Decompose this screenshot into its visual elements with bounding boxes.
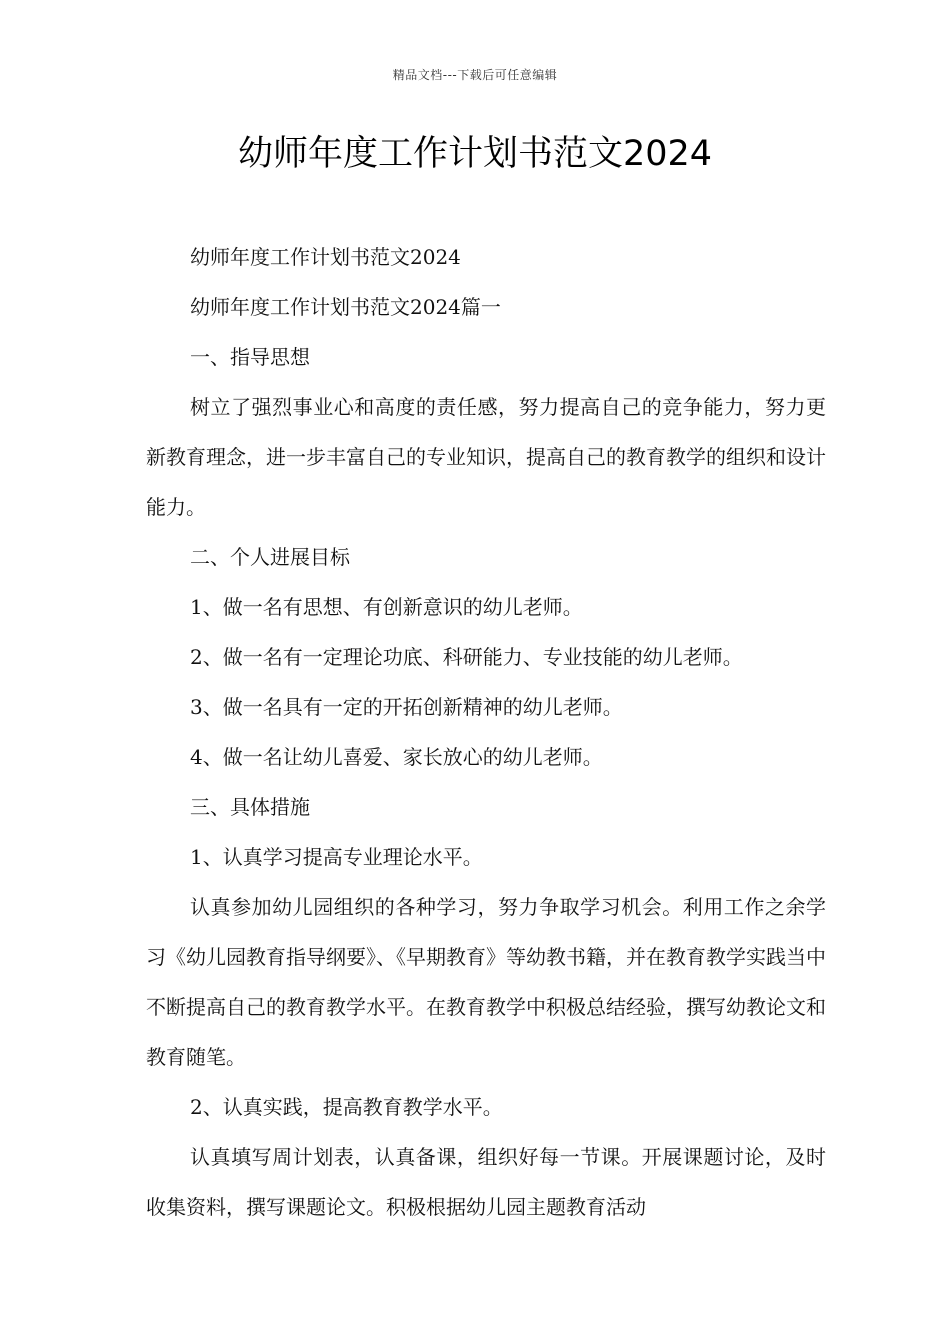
goal-item-2: 2、做一名有一定理论功底、科研能力、专业技能的幼儿老师。 [190,645,743,669]
goal-item-3: 3、做一名具有一定的开拓创新精神的幼儿老师。 [190,695,623,719]
paragraph-measure-1: 认真参加幼儿园组织的各种学习，努力争取学习机会。利用工作之余学习《幼儿园教育指导纲要》、《早期教育》等幼教书籍，并在教育教学实践当中不断提高自己的教育教学水平。在教育教学中积极总结经验，撰写幼教论文和教育随笔。 [146,895,826,1069]
paragraph-guiding-thought: 树立了强烈事业心和高度的责任感，努力提高自己的竞争能力，努力更新教育理念，进一步丰富自己的专业知识，提高自己的教育教学的组织和设计能力。 [146,395,826,519]
paragraph-measure-2: 认真填写周计划表，认真备课，组织好每一节课。开展课题讨论，及时收集资料，撰写课题论文。积极根据幼儿园主题教育活动 [146,1145,826,1219]
page-header: 精品文档---下载后可任意编辑 [392,68,558,82]
paragraph-subtitle-part-one: 幼师年度工作计划书范文2024篇一 [190,295,501,319]
goal-item-1: 1、做一名有思想、有创新意识的幼儿老师。 [190,595,583,619]
goal-item-4: 4、做一名让幼儿喜爱、家长放心的幼儿老师。 [190,745,603,769]
document-title: 幼师年度工作计划书范文2024 [237,134,713,174]
measure-item-1: 1、认真学习提高专业理论水平。 [190,845,483,869]
measure-item-2: 2、认真实践，提高教育教学水平。 [190,1095,503,1119]
section-heading-measures: 三、具体措施 [190,795,310,819]
paragraph-subtitle: 幼师年度工作计划书范文2024 [190,245,461,269]
section-heading-personal-goals: 二、个人进展目标 [190,545,350,569]
section-heading-guiding-thought: 一、指导思想 [190,345,310,369]
document-body [146,232,826,1232]
